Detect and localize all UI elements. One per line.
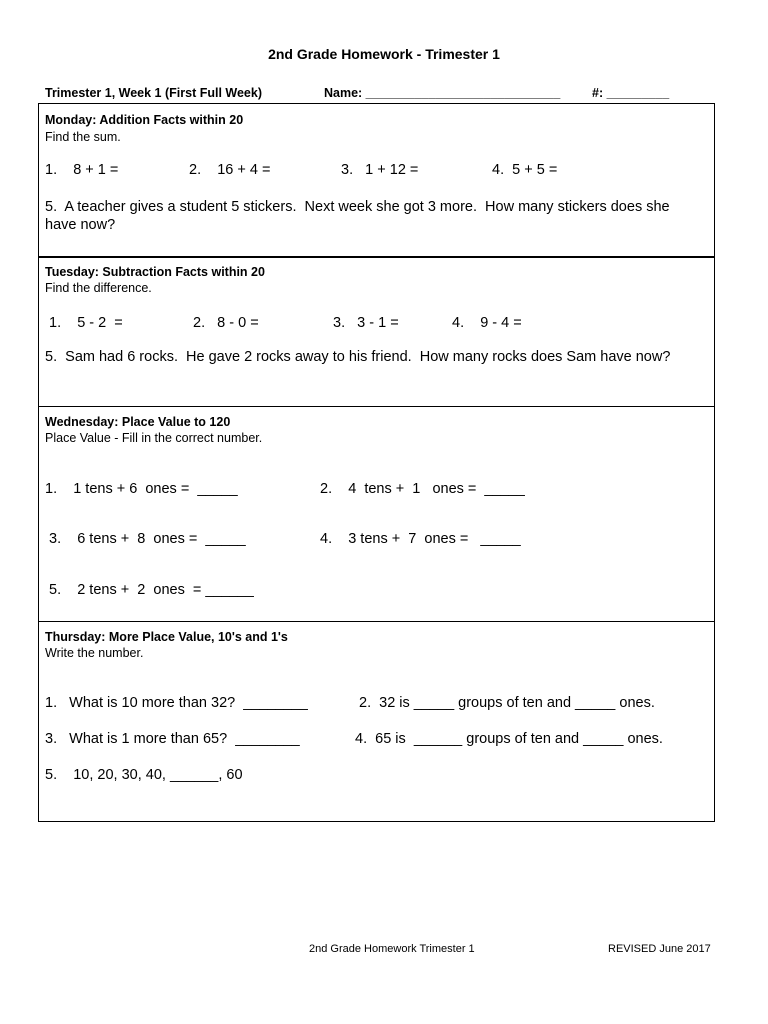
week-label: Trimester 1, Week 1 (First Full Week) xyxy=(45,86,262,100)
section-divider xyxy=(39,256,714,258)
thursday-problem-1: 1. What is 10 more than 32? ________ xyxy=(45,695,308,711)
page-title: 2nd Grade Homework - Trimester 1 xyxy=(268,46,500,62)
tuesday-problem-2: 2. 8 - 0 = xyxy=(193,315,259,331)
monday-word-problem-line2: have now? xyxy=(45,217,116,233)
tuesday-instruction: Find the difference. xyxy=(45,281,152,295)
monday-problem-4: 4. 5 + 5 = xyxy=(492,162,558,178)
monday-heading: Monday: Addition Facts within 20 xyxy=(45,113,244,127)
tuesday-word-problem: 5. Sam had 6 rocks. He gave 2 rocks away to his friend. How many rocks does Sam have now? xyxy=(45,349,671,365)
section-divider xyxy=(39,406,714,407)
tuesday-heading: Tuesday: Subtraction Facts within 20 xyxy=(45,265,265,279)
monday-problem-1: 1. 8 + 1 = xyxy=(45,162,119,178)
name-field: Name: ____________________________ xyxy=(324,86,561,100)
wednesday-problem-2: 2. 4 tens + 1 ones = _____ xyxy=(320,481,525,497)
footer-revision: REVISED June 2017 xyxy=(608,943,711,955)
thursday-problem-3: 3. What is 1 more than 65? ________ xyxy=(45,731,300,747)
tuesday-problem-1: 1. 5 - 2 = xyxy=(49,315,123,331)
thursday-heading: Thursday: More Place Value, 10's and 1's xyxy=(45,630,288,644)
footer-title: 2nd Grade Homework Trimester 1 xyxy=(309,943,475,955)
number-field: #: _________ xyxy=(592,86,670,100)
tuesday-problem-3: 3. 3 - 1 = xyxy=(333,315,399,331)
monday-word-problem-line1: 5. A teacher gives a student 5 stickers. Next week she got 3 more. How many stickers does she xyxy=(45,199,670,215)
tuesday-problem-4: 4. 9 - 4 = xyxy=(452,315,522,331)
wednesday-instruction: Place Value - Fill in the correct number. xyxy=(45,431,263,445)
wednesday-problem-4: 4. 3 tens + 7 ones = _____ xyxy=(320,531,521,547)
homework-box xyxy=(38,103,715,822)
wednesday-problem-5: 5. 2 tens + 2 ones = ______ xyxy=(49,582,254,598)
wednesday-problem-1: 1. 1 tens + 6 ones = _____ xyxy=(45,481,238,497)
wednesday-problem-3: 3. 6 tens + 8 ones = _____ xyxy=(49,531,246,547)
monday-instruction: Find the sum. xyxy=(45,130,121,144)
thursday-problem-2: 2. 32 is _____ groups of ten and _____ ones. xyxy=(359,695,655,711)
thursday-problem-4: 4. 65 is ______ groups of ten and _____ ones. xyxy=(355,731,663,747)
thursday-instruction: Write the number. xyxy=(45,646,144,660)
thursday-problem-5: 5. 10, 20, 30, 40, ______, 60 xyxy=(45,767,243,783)
section-divider xyxy=(39,621,714,622)
wednesday-heading: Wednesday: Place Value to 120 xyxy=(45,415,231,429)
monday-problem-3: 3. 1 + 12 = xyxy=(341,162,419,178)
monday-problem-2: 2. 16 + 4 = xyxy=(189,162,271,178)
